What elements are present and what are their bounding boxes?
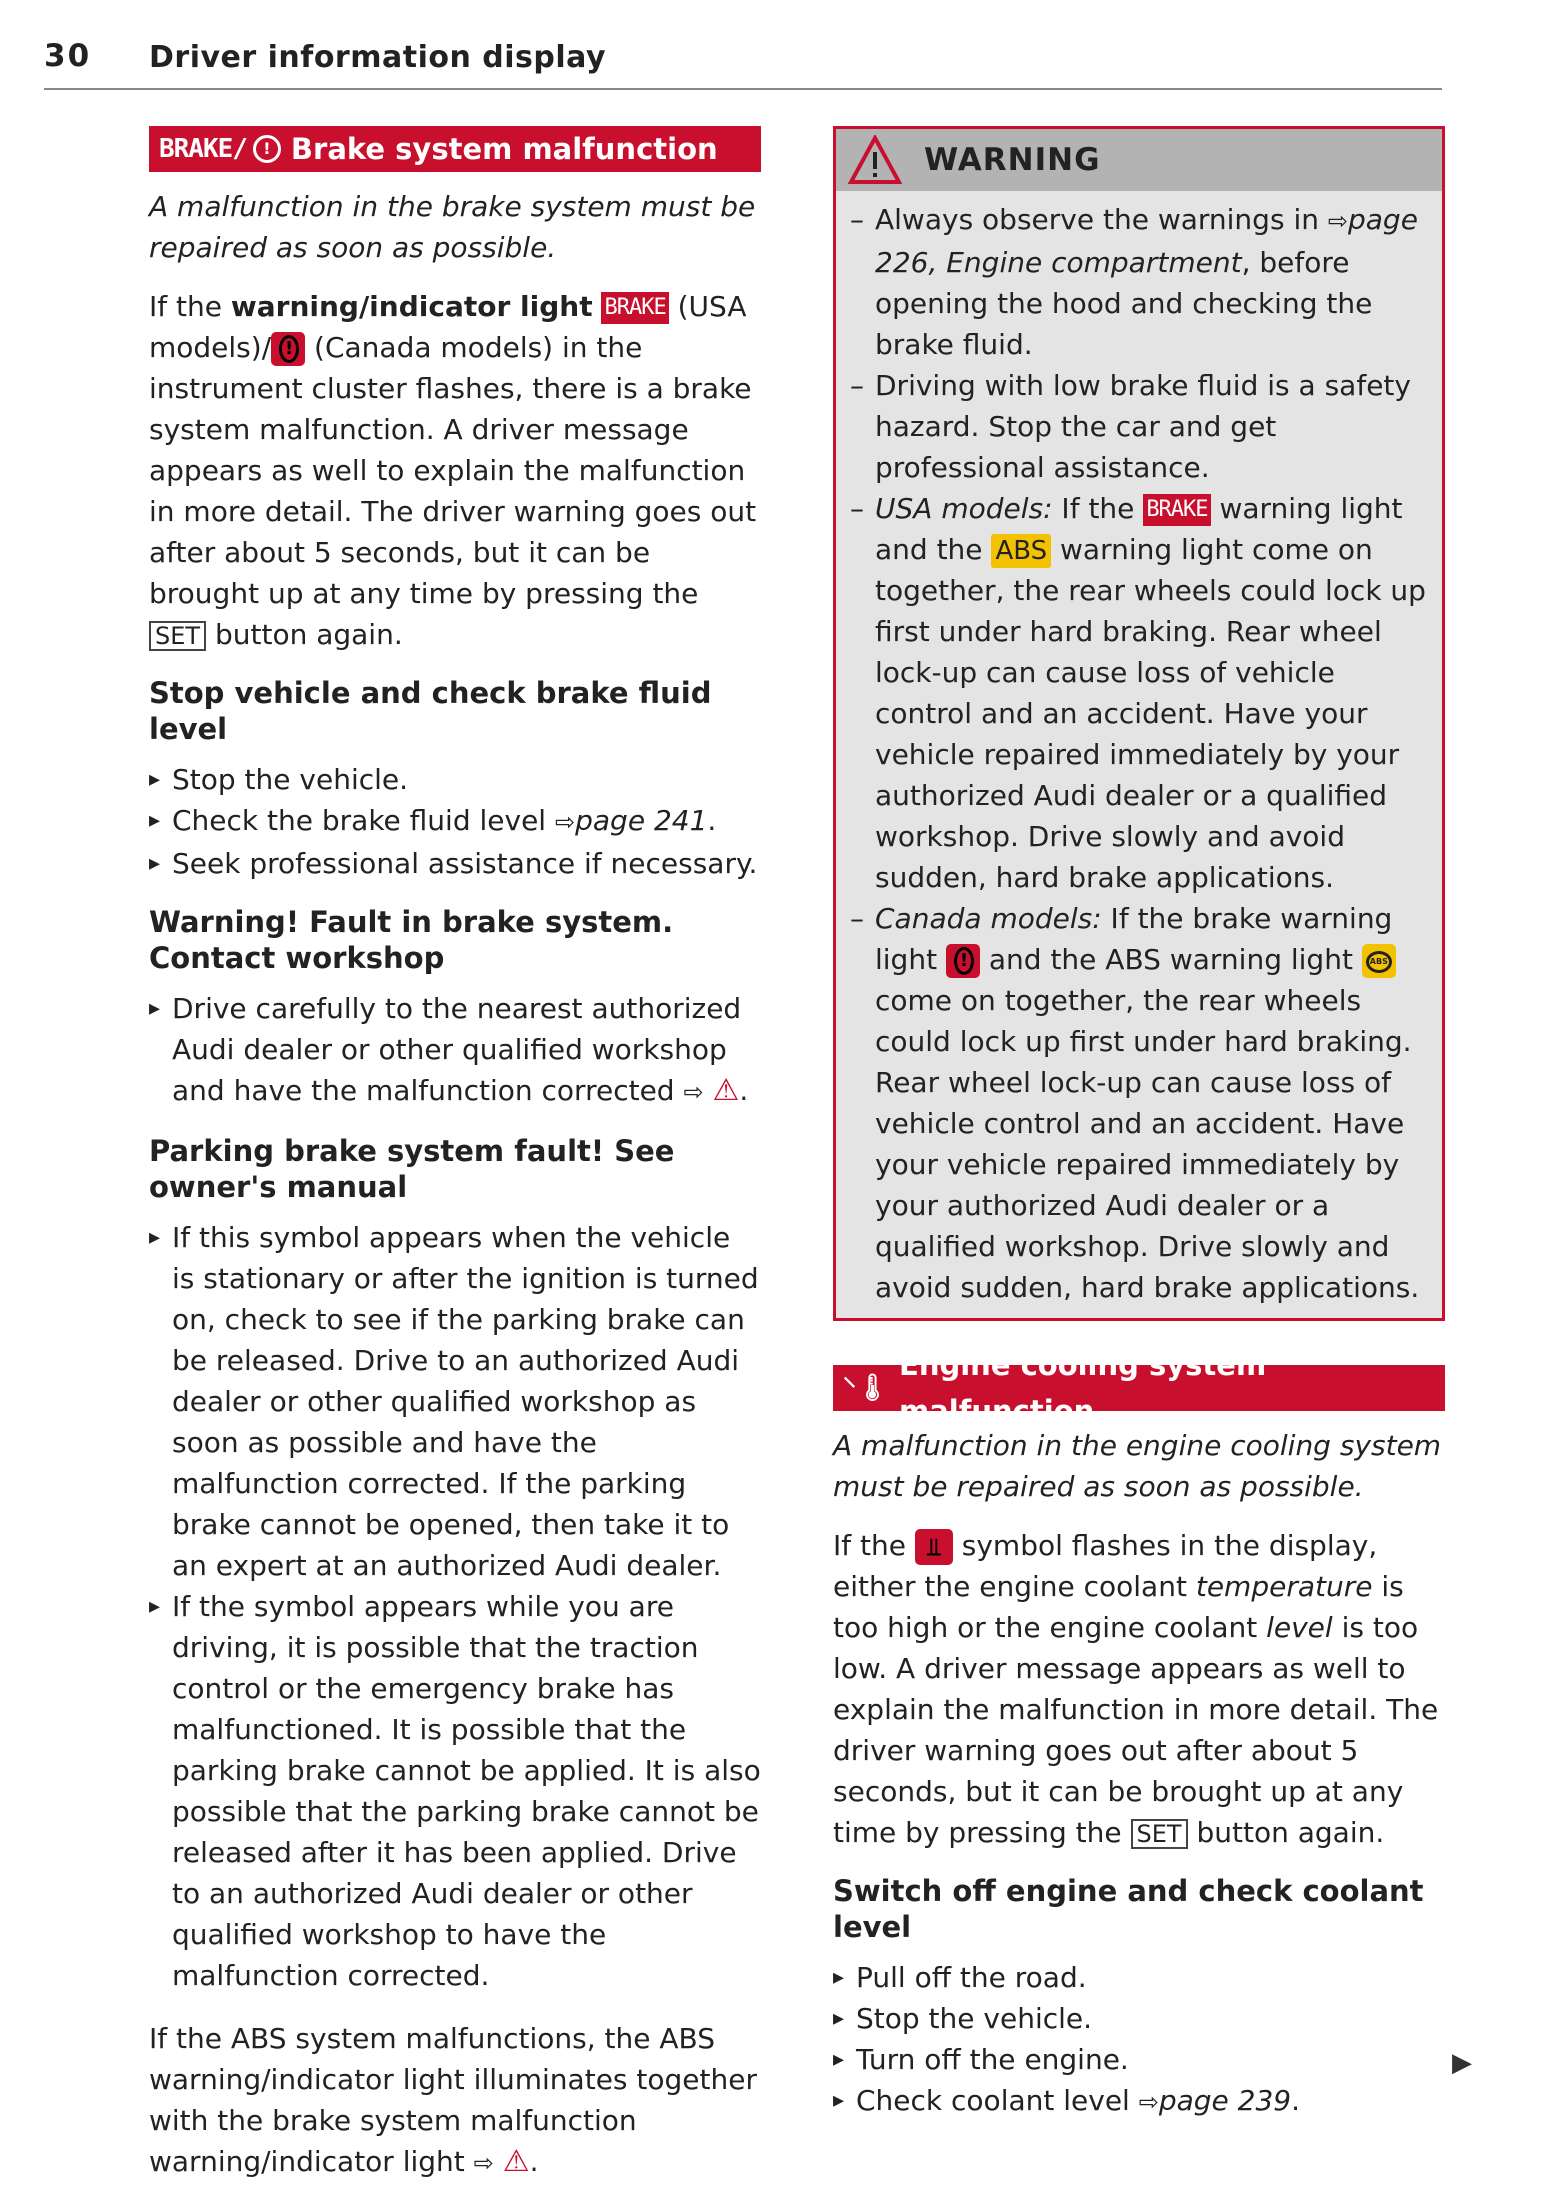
list-item: ▸ Drive carefully to the nearest authorized Audi dealer or other qualified workshop and have the malfunction corrected ⇨ ⚠. [149,988,761,1113]
list-item [850,898,1430,1308]
warning-header [836,129,1442,191]
page-title: Driver information display [149,40,607,75]
em-text: level [1266,1611,1333,1644]
set-key-icon: SET [149,621,206,651]
page-ref-link[interactable]: page 241 [575,804,708,837]
para-brake-light [149,286,761,655]
list-item: ▸ If the symbol appears while you are driving, it is possible that the traction control or the emergency brake has malfunctioned. It is possible that the parking brake cannot be applied. It is also possible that the parking brake cannot be released after it has been applied. Drive to an authorized Audi dealer or other qualified workshop to have the malfunction corrected. [149,1586,761,1996]
text: Drive carefully to the nearest authorized Audi dealer or other qualified workshop and have the malfunction corrected [172,992,742,1107]
brake-circle-warning-icon [946,944,980,978]
text: . [707,804,717,837]
steps-parking-brake [149,1217,761,1996]
text: If the ABS system malfunctions, the ABS warning/indicator light illuminates together with the brake system malfunction warning/indicator light [149,2022,757,2178]
text: is too high or the engine coolant [833,1570,1404,1644]
para-abs: If the ABS system malfunctions, the ABS warning/indicator light illuminates together with the brake system malfunction warning/indicator light ⇨ ⚠. [149,2022,757,2179]
warning-triangle-icon: ⚠ [502,2144,530,2179]
next-page-arrow-icon[interactable]: ▶ [1452,2048,1472,2078]
intro-cooling: A malfunction in the engine cooling system must be repaired as soon as possible. [833,1429,1442,1503]
brake-circle-warning-icon [271,332,305,366]
warning-list [850,199,1430,1308]
brake-light-icon: BRAKE [601,292,668,324]
warning-body [836,191,1442,1318]
text: (USA models)/ [149,290,747,364]
intro-brake: A malfunction in the brake system must be repaired as soon as possible. [149,190,756,264]
text: button again. [206,618,403,651]
left-column [149,126,761,2202]
arrow-right-icon: ⇨ [683,1078,704,1106]
brake-symbol: BRAKE/ [159,134,247,164]
list-item: ▸ Stop the vehicle. [149,759,761,800]
heading-parking-brake-fault: Parking brake system fault! See owner's manual [149,1134,675,1204]
list-item: ▸ If this symbol appears when the vehicle is stationary or after the ignition is turned on, check to see if the parking brake can be released. Drive to an authorized Audi dealer or other qualified workshop as soon as possible and have the malfunction corrected. If the parking brake cannot be opened, then take it to an expert at an authorized Audi dealer. [149,1217,761,1586]
section-bar-brake [149,126,761,172]
lead-text: Canada models: [875,902,1102,935]
heading-fault-brake-system: Warning! Fault in brake system. Contact workshop [149,905,674,975]
warning-triangle-icon [848,135,902,185]
list-item: – Driving with low brake fluid is a safety hazard. Stop the car and get professional assistance. [850,365,1430,488]
coolant-warning-icon: ⫫ [915,1529,953,1565]
list-item [149,800,761,843]
text: button again. [1187,1816,1385,1849]
brake-light-icon: BRAKE [1143,494,1210,526]
list-item: ▸ Pull off the road. [833,1957,1445,1998]
list-item: ▸ Stop the vehicle. [833,1998,1445,2039]
text: If the [1052,492,1144,525]
list-item [850,199,1430,365]
abs-circle-icon [1362,944,1396,978]
brake-circle-icon: ! [253,135,281,163]
para-coolant [833,1525,1445,1853]
right-column [833,126,1445,2133]
steps-fault [149,988,761,1113]
text: warning light come on together, the rear wheels could lock up first under hard braking. Rear wheel lock-up can cause loss of vehicle control and an accident. Have your vehicle repaired immediately by your authorized Audi dealer or a qualified workshop. Drive slowly and avoid sudden, hard brake applications. [875,533,1426,894]
arrow-right-icon: ⇨ [473,2149,494,2177]
page-ref-link[interactable]: page 226, Engine compartment [875,203,1418,279]
text: symbol flashes in the display, either the engine coolant [833,1529,1378,1603]
coolant-icon: ⸌🌡 [843,1373,890,1403]
text: If the [149,290,231,323]
text: warning light and the [875,492,1403,566]
page-number: 30 [44,38,92,74]
text: If the brake warning light [875,902,1393,976]
list-item [850,488,1430,898]
arrow-right-icon: ⇨ [1327,207,1348,235]
arrow-right-icon: ⇨ [1138,2088,1159,2116]
lead-text: USA models: [875,492,1053,525]
text: , before opening the hood and checking the brake fluid. [875,246,1373,361]
steps-brake-fluid [149,759,761,884]
text: Always observe the warnings in [875,203,1328,236]
arrow-right-icon: ⇨ [555,808,576,836]
page-ref-link[interactable]: page 239 [1158,2084,1292,2117]
section-title-cooling: Engine cooling system malfunction [899,1348,1267,1428]
text: and the ABS warning light [979,943,1362,976]
heading-switch-off-engine: Switch off engine and check coolant level [833,1874,1424,1944]
text: . [1291,2084,1301,2117]
steps-coolant [833,1957,1445,2123]
page-header [44,38,1442,90]
text: (Canada models) in the instrument cluster flashes, there is a brake system malfunction. A driver message appears as well to explain the malfunction in more detail. The driver warning goes out after about 5 seconds, but it can be brought up at any time by pressing the [149,331,757,610]
text: Check coolant level [856,2084,1139,2117]
heading-check-brake-fluid: Stop vehicle and check brake fluid level [149,676,712,746]
warning-title: WARNING [924,141,1101,178]
list-item: ▸ Turn off the engine. [833,2039,1445,2080]
text: Check the brake fluid level [172,804,555,837]
text: If the [833,1529,915,1562]
abs-light-icon: ABS [991,534,1051,568]
set-key-icon: SET [1131,1819,1188,1849]
list-item [833,2080,1445,2123]
warning-triangle-icon: ⚠ [712,1073,740,1108]
section-title-brake: Brake system malfunction [290,132,718,166]
list-item: ▸ Seek professional assistance if necessary. [149,843,761,884]
em-text: temperature [1195,1570,1373,1603]
section-bar-cooling [833,1348,1445,1428]
bold-text: warning/indicator light [230,290,593,323]
text: come on together, the rear wheels could lock up first under hard braking. Rear wheel lock-up can cause loss of vehicle control and an accident. Have your vehicle repaired immediately by your authorized Audi dealer or a qualified workshop. Drive slowly and avoid sudden, hard brake applications. [875,984,1420,1304]
warning-box [833,126,1445,1321]
text: is too low. A driver message appears as well to explain the malfunction in more detail. The driver warning goes out after about 5 seconds, but it can be brought up at any time by pressing the [833,1611,1439,1849]
